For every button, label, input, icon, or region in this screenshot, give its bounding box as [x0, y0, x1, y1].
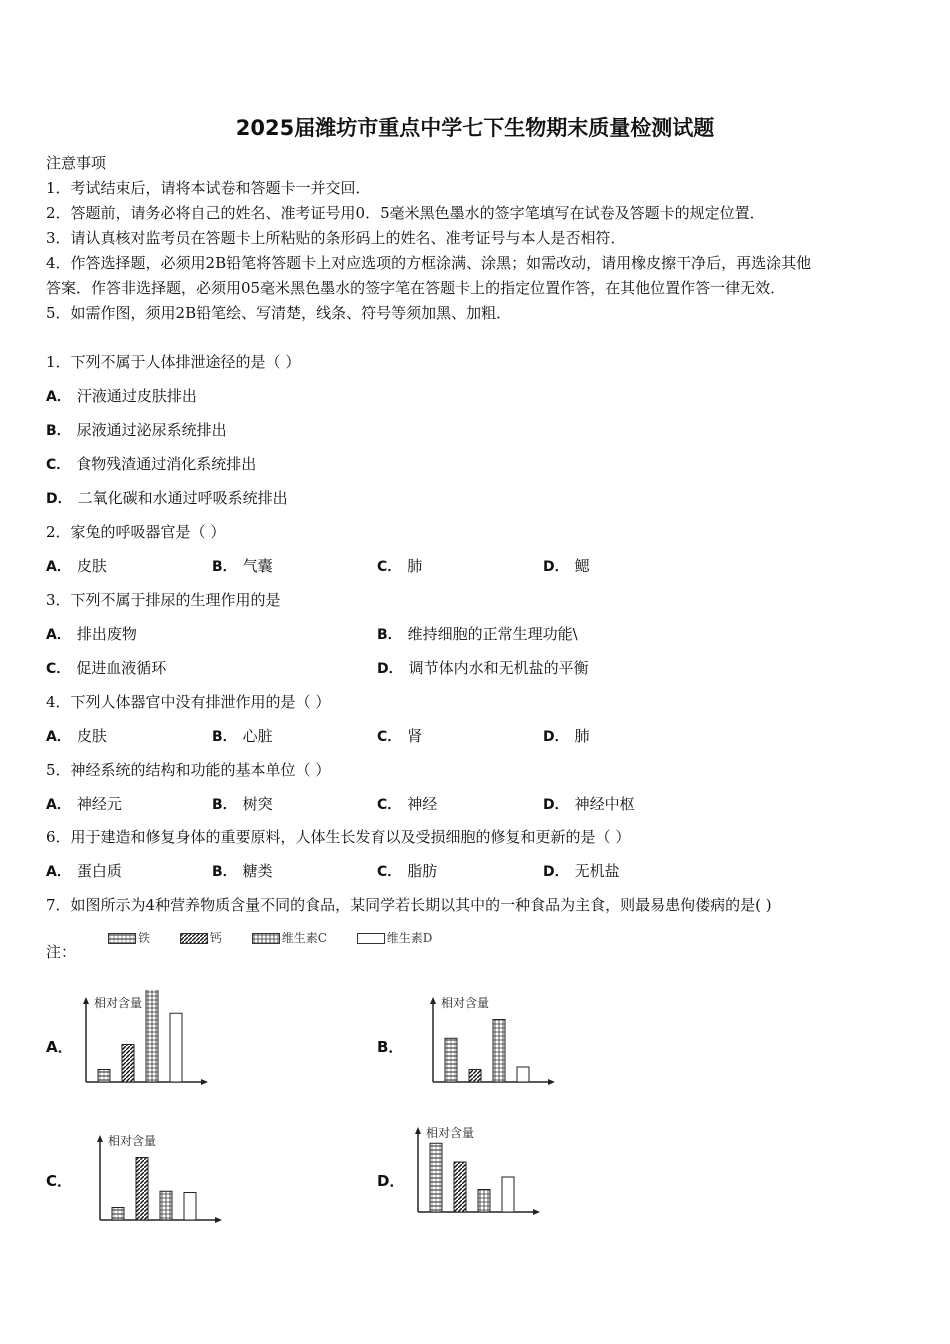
notice-line: 4．作答选择题，必须用2B铅笔将答题卡上对应选项的方框涂满、涂黑；如需改动，请用橡皮擦干净后，再选涂其他 [46, 254, 812, 272]
y-axis-arrow [83, 997, 89, 1004]
option-c[interactable]: C． 神经 [377, 795, 438, 813]
option-d[interactable]: D． 肺 [543, 727, 590, 745]
bar-vitamin-d [184, 1193, 196, 1221]
legend-item-calcium: 钙 [180, 929, 222, 946]
option-d[interactable]: D． 无机盐 [543, 862, 620, 880]
legend-note-label: 注： [46, 943, 77, 961]
option-d[interactable]: D． 鳃 [543, 557, 590, 575]
option-a[interactable]: A． 皮肤 [46, 557, 107, 575]
question-stem: 5．神经系统的结构和功能的基本单位（ ） [46, 761, 331, 779]
question-stem: 1．下列不属于人体排泄途径的是（ ） [46, 353, 301, 371]
option-c[interactable]: C． 促进血液循环 [46, 659, 167, 677]
option-b[interactable]: B． 树突 [212, 795, 273, 813]
chart-a[interactable] [78, 990, 213, 1095]
y-axis-arrow [97, 1135, 103, 1142]
option-d[interactable]: D． 二氧化碳和水通过呼吸系统排出 [46, 489, 288, 507]
option-b[interactable]: B． 维持细胞的正常生理功能\ [377, 625, 578, 643]
question-stem: 3．下列不属于排尿的生理作用的是 [46, 591, 281, 609]
notice-line: 1．考试结束后，请将本试卷和答题卡一并交回． [46, 179, 371, 197]
bar-chart [410, 1120, 545, 1225]
question-stem: 7．如图所示为4种营养物质含量不同的食品，某同学若长期以其中的一种食品为主食，则最易患佝偻病的是( ) [46, 896, 772, 914]
option-a[interactable]: A． 汗液通过皮肤排出 [46, 387, 197, 405]
bar-iron [430, 1143, 442, 1212]
bar-vitamin-c [478, 1190, 490, 1213]
chart-c[interactable] [92, 1128, 227, 1233]
option-a[interactable]: A． 神经元 [46, 795, 122, 813]
option-c[interactable]: C． 脂肪 [377, 862, 438, 880]
bar-calcium [454, 1162, 466, 1212]
y-axis-label: 相对含量 [94, 996, 143, 1010]
option-b[interactable]: B． 心脏 [212, 727, 273, 745]
chart-option-label-b[interactable]: B． [377, 1038, 404, 1056]
option-d[interactable]: D． 神经中枢 [543, 795, 635, 813]
legend-item-vitamin-d: 维生素D [357, 929, 433, 946]
bar-calcium [469, 1070, 481, 1083]
option-d[interactable]: D． 调节体内水和无机盐的平衡 [377, 659, 589, 677]
option-a[interactable]: A． 排出废物 [46, 625, 137, 643]
bar-vitamin-d [170, 1013, 182, 1082]
option-b[interactable]: B． 气囊 [212, 557, 273, 575]
bar-iron [98, 1070, 110, 1083]
chart-option-label-c[interactable]: C． [46, 1172, 73, 1190]
bar-vitamin-c [146, 990, 158, 1082]
option-c[interactable]: C． 肺 [377, 557, 423, 575]
notice-line: 2．答题前，请务必将自己的姓名、准考证号用0．5毫米黑色墨水的签字笔填写在试卷及答题卡的规定位置． [46, 204, 765, 222]
notice-line: 3．请认真核对监考员在答题卡上所粘贴的条形码上的姓名、准考证号与本人是否相符． [46, 229, 626, 247]
bar-calcium [122, 1045, 134, 1083]
option-a[interactable]: A． 蛋白质 [46, 862, 122, 880]
page-title: 2025届潍坊市重点中学七下生物期末质量检测试题 [235, 116, 715, 140]
notice-heading: 注意事项 [46, 154, 107, 172]
bar-vitamin-d [517, 1067, 529, 1082]
bar-chart [78, 990, 213, 1095]
x-axis-arrow [201, 1079, 208, 1085]
x-axis-arrow [215, 1217, 222, 1223]
bar-chart [92, 1128, 227, 1233]
notice-line: 5．如需作图，须用2B铅笔绘、写清楚，线条、符号等须加黑、加粗． [46, 304, 512, 322]
bar-chart [425, 990, 560, 1095]
bar-iron [445, 1038, 457, 1082]
legend-item-iron: 铁 [108, 929, 150, 946]
chart-d[interactable] [410, 1120, 545, 1225]
option-a[interactable]: A． 皮肤 [46, 727, 107, 745]
chart-option-label-d[interactable]: D． [377, 1172, 405, 1190]
bar-vitamin-d [502, 1177, 514, 1212]
option-b[interactable]: B． 糖类 [212, 862, 273, 880]
chart-b[interactable] [425, 990, 560, 1095]
x-axis-arrow [548, 1079, 555, 1085]
legend-item-vitamin-c: 维生素C [252, 929, 327, 946]
question-stem: 6．用于建造和修复身体的重要原料，人体生长发育以及受损细胞的修复和更新的是（ ） [46, 828, 631, 846]
option-c[interactable]: C． 食物残渣通过消化系统排出 [46, 455, 257, 473]
chart-legend [108, 929, 458, 946]
bar-vitamin-c [493, 1020, 505, 1083]
y-axis-label: 相对含量 [426, 1126, 475, 1140]
bar-vitamin-c [160, 1191, 172, 1220]
y-axis-label: 相对含量 [108, 1134, 157, 1148]
y-axis-arrow [415, 1127, 421, 1134]
question-stem: 2．家兔的呼吸器官是（ ） [46, 523, 226, 541]
notice-line: 答案．作答非选择题，必须用05毫米黑色墨水的签字笔在答题卡上的指定位置作答，在其他位置作答一律无效． [46, 279, 786, 297]
chart-option-label-a[interactable]: A． [46, 1038, 73, 1056]
option-c[interactable]: C． 肾 [377, 727, 423, 745]
x-axis-arrow [533, 1209, 540, 1215]
question-stem: 4．下列人体器官中没有排泄作用的是（ ） [46, 693, 331, 711]
y-axis-arrow [430, 997, 436, 1004]
bar-iron [112, 1208, 124, 1221]
option-b[interactable]: B． 尿液通过泌尿系统排出 [46, 421, 227, 439]
y-axis-label: 相对含量 [441, 996, 490, 1010]
bar-calcium [136, 1158, 148, 1221]
